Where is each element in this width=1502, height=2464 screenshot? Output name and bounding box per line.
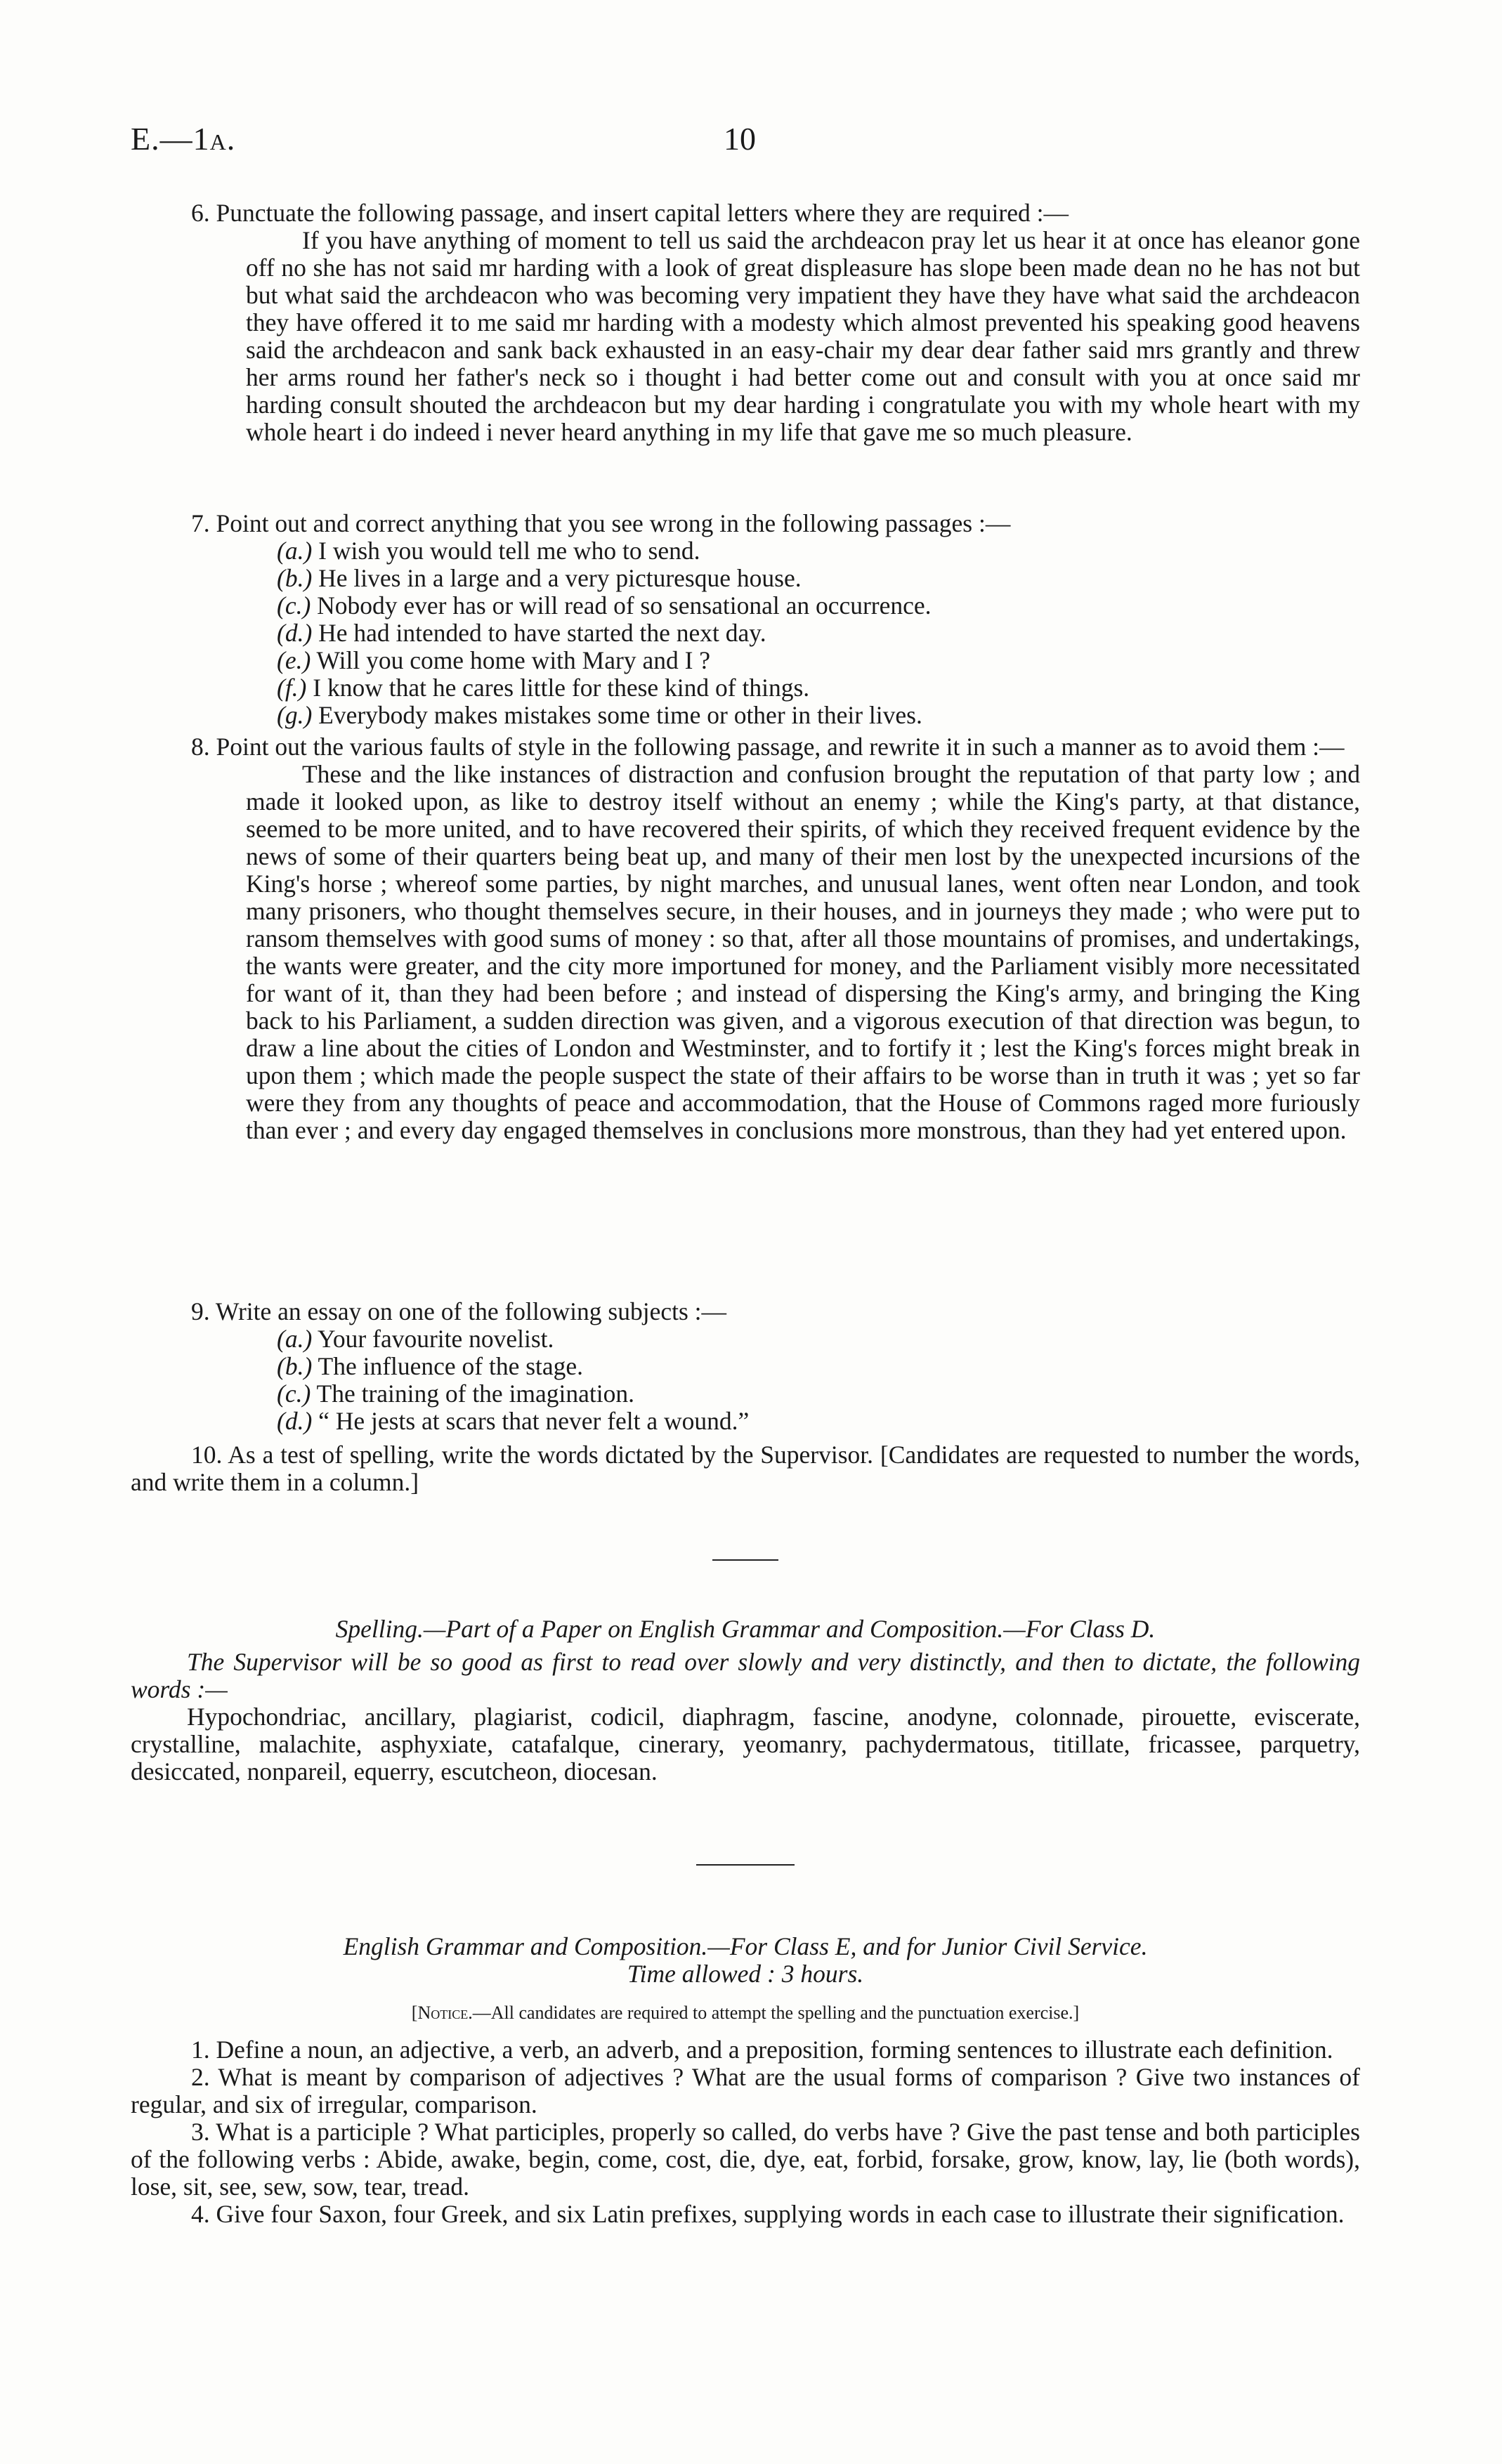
spelling-instruction: The Supervisor will be so good as first to read over slowly and very distinctly, and then to dictate, the following words :— — [131, 1648, 1360, 1703]
question-9-item-d: (d.) “ He jests at scars that never felt a wound.” — [277, 1407, 750, 1435]
question-7-item-e: (e.) Will you come home with Mary and I ? — [277, 646, 711, 674]
question-10-text: 10. As a test of spelling, write the words dictated by the Supervisor. [Candidates are requested to number the words, and write them in a column.] — [131, 1441, 1360, 1496]
question-9-item-a: (a.) Your favourite novelist. — [277, 1325, 554, 1353]
grammar-notice: [Notice.—All candidates are required to attempt the spelling and the punctuation exercise.] — [411, 2003, 1080, 2023]
grammar-question-1: 1. Define a noun, an adjective, a verb, an adverb, and a preposition, forming sentences to illustrate each definition. — [191, 2036, 1333, 2064]
grammar-question-2: 2. What is meant by comparison of adjectives ? What are the usual forms of comparison ? Give two instances of regular, and six of irregular, comparison. — [131, 2063, 1360, 2118]
grammar-question-3: 3. What is a participle ? What participles, properly so called, do verbs have ? Give the past tense and both participles of the following verbs : Abide, awake, begin, come, cost, die, dye, eat, forbid, forsake, grow, know, lay, lie (both words), lose, sit, see, sew, sow, tear, tread. — [131, 2118, 1360, 2201]
section-divider — [131, 1559, 1360, 1561]
page-header-code: E.—1a. — [131, 121, 236, 157]
question-7-prompt: 7. Point out and correct anything that you see wrong in the following passages :— — [191, 509, 1011, 537]
page-number: 10 — [724, 121, 756, 157]
grammar-time-allowed: Time allowed : 3 hours. — [627, 1960, 864, 1988]
question-10 — [131, 1441, 1360, 1496]
spelling-section — [131, 1616, 1360, 1785]
question-8-passage: These and the like instances of distraction and confusion brought the reputation of that party low ; and made it looked upon, as like to destroy itself without an enemy ; while the King's party, at that distance, seemed to be more united, and to have recovered their spirits, of which they received frequent evidence by the news of some of their quarters being beat up, and many of their men lost by the unexpected incursions of the King's horse ; whereof some parties, by night marches, and unusual lanes, went often near London, and took many prisoners, who thought themselves secure, in their houses, and in journeys they made ; who were put to ransom themselves with good sums of money : so that, after all those mountains of promises, and undertakings, the wants were greater, and the city more importuned for money, and the Parliament visibly more necessitated for want of it, than they had been before ; and instead of dispersing the King's army, and bringing the King back to his Parliament, a sudden direction was given, and a vigorous execution of that direction was begun, to draw a line about the cities of London and Westminster, and to fortify it ; lest the King's forces might break in upon them ; which made the people suspect the state of their affairs to be worse than in truth it was ; yet so far were they from any thoughts of peace and accommodation, that the House of Commons raged more furiously than ever ; and every day engaged themselves in conclusions more monstrous, than they had yet entered upon. — [246, 760, 1360, 1144]
question-7-item-c: (c.) Nobody ever has or will read of so sensational an occurrence. — [277, 591, 932, 620]
spelling-word-list: Hypochondriac, ancillary, plagiarist, codicil, diaphragm, fascine, anodyne, colonnade, pirouette, eviscerate, crystalline, malachite, asphyxiate, catafalque, cinerary, yeomanry, pachydermatous, titillate, fricassee, parquetry, desiccated, nonpareil, equerry, escutcheon, diocesan. — [131, 1703, 1360, 1785]
question-7-item-d: (d.) He had intended to have started the next day. — [277, 619, 766, 647]
question-6-prompt: 6. Punctuate the following passage, and insert capital letters where they are required :— — [191, 199, 1069, 227]
question-9-item-c: (c.) The training of the imagination. — [277, 1380, 635, 1408]
question-7-item-g: (g.) Everybody makes mistakes some time or other in their lives. — [277, 701, 922, 729]
grammar-question-4: 4. Give four Saxon, four Greek, and six Latin prefixes, supplying words in each case to illustrate their signification. — [191, 2200, 1345, 2228]
question-6 — [131, 199, 1360, 446]
question-8 — [131, 733, 1360, 1144]
question-7 — [131, 510, 1360, 729]
question-7-item-a: (a.) I wish you would tell me who to send. — [277, 537, 700, 565]
question-8-prompt: 8. Point out the various faults of style in the following passage, and rewrite it in such a manner as to avoid them :— — [191, 733, 1345, 761]
section-divider — [131, 1864, 1360, 1866]
grammar-section — [131, 1933, 1360, 2228]
question-7-item-b: (b.) He lives in a large and a very picturesque house. — [277, 564, 802, 592]
question-9-prompt: 9. Write an essay on one of the following subjects :— — [191, 1297, 727, 1325]
question-6-passage: If you have anything of moment to tell us said the archdeacon pray let us hear it at once has eleanor gone off no she has not said mr harding with a look of great displeasure has slope been made dean no he has not but but what said the archdeacon who was becoming very impatient they have they have what said the archdeacon they have offered it to me said mr harding with a modesty which almost prevented his speaking good heavens said the archdeacon and sank back exhausted in an easy-chair my dear dear father said mrs grantly and threw her arms round her father's neck so i thought i had better come out and consult with you at once said mr harding consult shouted the archdeacon but my dear harding i congratulate you with my whole heart with my whole heart i do indeed i never heard anything in my life that gave me so much pleasure. — [246, 226, 1360, 446]
question-9 — [131, 1298, 1360, 1435]
spelling-title: Spelling.—Part of a Paper on English Grammar and Composition.—For Class D. — [335, 1615, 1156, 1643]
question-7-item-f: (f.) I know that he cares little for these kind of things. — [277, 674, 810, 702]
question-9-item-b: (b.) The influence of the stage. — [277, 1352, 584, 1380]
grammar-title: English Grammar and Composition.—For Class E, and for Junior Civil Service. — [343, 1932, 1148, 1960]
